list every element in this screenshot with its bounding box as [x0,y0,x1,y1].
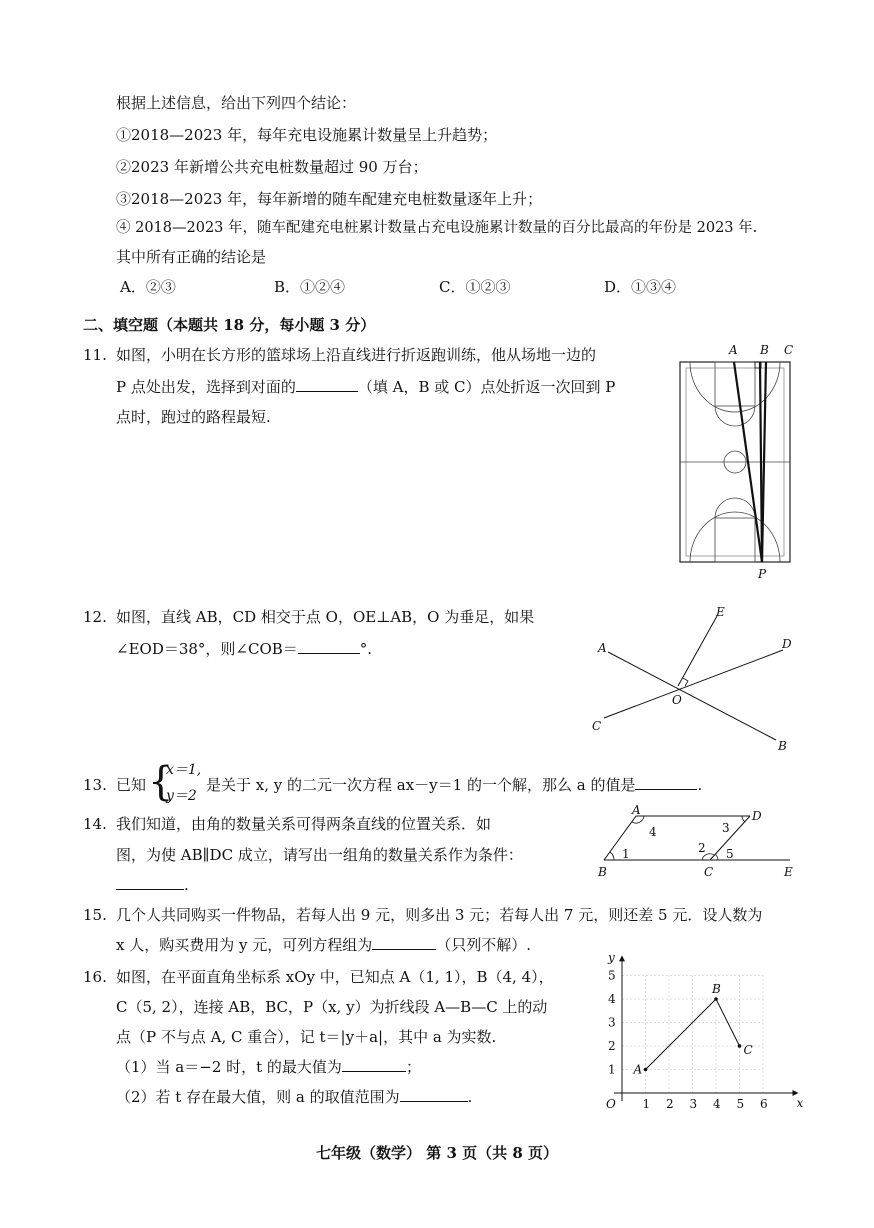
q14-end: . [184,876,189,894]
q12-number: 12. [83,608,107,626]
q11-line-1: 如图，小明在长方形的篮球场上沿直线进行折返跑训练，他从场地一边的 [116,346,597,364]
q11-court-figure [676,340,796,585]
point-b [714,997,718,1001]
q10-intro: 根据上述信息，给出下列四个结论： [116,94,357,112]
q10-conclusion-1: ①2018—2023 年，每年充电设施累计数量呈上升趋势； [116,126,498,144]
q10-conclusion-3: ③2018—2023 年，每年新增的随车配建充电桩数量逐年上升； [116,190,543,208]
x-axis-label: x [796,1096,804,1110]
q14-line-3 [116,874,189,896]
origin-label: O [606,1097,616,1111]
y-axis-arrow-icon [619,955,625,961]
q13-answer-blank[interactable] [635,775,697,790]
label-o: O [672,693,682,707]
point-a [644,1068,648,1072]
label-c: C [784,343,794,357]
q12-answer-blank[interactable] [298,639,360,654]
polyline-abc [646,999,740,1070]
q12-line-2a: ∠EOD＝38°，则∠COB＝ [116,640,298,658]
y-tick-label-2: 2 [608,1039,616,1053]
q16-part-2 [116,1086,472,1108]
label-p: P [758,567,767,581]
q14-line-2: 图，为使 AB∥DC 成立，请写出一组角的数量关系作为条件： [116,846,523,864]
label-e: E [716,605,725,619]
top-free-throw-arc [715,406,755,426]
label-b: B [598,865,607,879]
q16-part-2a: （2）若 t 存在最大值，则 a 的取值范围为 [116,1088,400,1106]
y-tick-label-5: 5 [608,968,616,983]
q16-answer-blank-1[interactable] [342,1057,406,1072]
q13-eq-1: x＝1, [166,762,202,778]
q13-post: 是关于 x, y 的二元一次方程 ax－y＝1 的一个解，那么 a 的值是 [206,776,636,794]
q13-pre: 已知 [116,776,147,794]
q14-parallelogram-figure [592,803,800,881]
q12-line-2 [116,638,372,660]
page-footer: 七年级（数学） 第 3 页（共 8 页） [316,1144,558,1162]
q11-answer-blank[interactable] [296,377,358,392]
q10-option-b: B．①②④ [274,278,346,296]
y-tick-label-1: 1 [608,1062,616,1077]
x-tick-label-5: 5 [736,1097,745,1111]
q10-option-d: D．①③④ [604,278,677,296]
q16-part-1a: （1）当 a＝−2 时，t 的最大值为 [116,1058,342,1076]
x-tick-label-4: 4 [713,1097,721,1111]
q16-coordinate-figure [598,945,804,1115]
label-d: D [752,809,762,823]
side-ab [604,816,636,860]
q13-number: 13. [83,776,107,794]
q12-lines-figure [586,600,801,760]
angle-label-3: 3 [722,821,730,835]
x-tick-label-3: 3 [689,1097,698,1111]
x-tick-label-1: 1 [642,1097,651,1111]
q13-brace: { [148,759,174,805]
axis-ticks [608,969,768,1112]
y-axis-label: y [608,950,615,965]
line-cd [604,650,783,718]
q16-line-1: 如图，在平面直角坐标系 xOy 中，已知点 A（1, 1），B（4, 4）， [116,968,554,986]
q16-part-1 [116,1056,421,1078]
q15-number: 15. [83,906,107,924]
label-a: A [729,343,738,357]
q11-number: 11. [83,346,107,364]
q13-end: . [697,776,703,794]
label-e: E [784,865,793,879]
q15-answer-blank[interactable] [372,935,436,950]
point-label-c: C [743,1043,753,1057]
x-tick-label-2: 2 [666,1097,674,1111]
label-b: B [760,343,769,357]
angle-label-2: 2 [698,841,706,855]
line-ab [608,652,776,740]
q10-option-a: A．②③ [120,278,176,296]
q16-line-2: C（5, 2），连接 AB，BC，P（x, y）为折线段 A—B—C 上的动 [116,998,548,1016]
label-d: D [782,637,792,651]
q16-answer-blank-2[interactable] [400,1087,468,1102]
y-tick-label-4: 4 [608,992,616,1006]
x-tick-label-6: 6 [760,1097,768,1111]
label-c: C [592,719,602,733]
q14-line-1: 我们知道，由角的数量关系可得两条直线的位置关系．如 [116,815,492,833]
label-a: A [632,803,641,817]
point-label-b: B [712,982,721,996]
q16-part-1b: ； [405,1058,421,1076]
angle-arc-5 [715,854,718,860]
q16-part-2b: . [467,1088,473,1106]
q10-conclusion-4: ④ 2018—2023 年，随车配建充电桩累计数量占充电设施累计数量的百分比最高的年份是 2023 年. [116,220,758,236]
q16-number: 16. [83,968,107,986]
q12-line-1: 如图，直线 AB，CD 相交于点 O，OE⊥AB，O 为垂足，如果 [116,608,535,626]
q14-answer-blank[interactable] [116,875,184,890]
grid [622,976,763,1094]
q15-line-2b: （只列不解）. [436,936,532,954]
angle-label-1: 1 [622,847,630,861]
angle-arc-1 [610,852,614,860]
bottom-key [715,518,755,562]
q11-line-3: 点时，跑过的路程最短. [116,408,271,426]
point-c [738,1044,742,1048]
section-heading: 二、填空题（本题共 18 分，每小题 3 分） [83,316,376,334]
q15-line-1: 几个人共同购买一件物品，若每人出 9 元，则多出 3 元；若每人出 7 元，则还差 5 元．设人数为 [116,906,763,924]
q13-text [206,774,702,796]
label-c: C [704,865,714,879]
bottom-three-point-arc [690,512,780,562]
right-angle-mark [683,678,688,686]
angle-label-5: 5 [726,847,734,861]
point-label-a: A [633,1062,643,1077]
label-b: B [778,739,787,753]
q10-question: 其中所有正确的结论是 [116,248,267,266]
q11-line-2b: （填 A，B 或 C）点处折返一次回到 P [357,378,616,396]
q15-line-2 [116,934,531,956]
label-a: A [598,641,607,655]
q10-option-c: C．①②③ [439,278,511,296]
bottom-free-throw-arc [715,498,755,518]
q16-line-3: 点（P 不与点 A, C 重合），记 t＝|y＋a|，其中 a 为实数. [116,1028,497,1046]
q13-eq-2: y＝2 [166,788,197,804]
q11-line-2a: P 点处出发，选择到对面的 [116,378,296,396]
angle-label-4: 4 [649,825,657,839]
q10-conclusion-2: ②2023 年新增公共充电桩数量超过 90 万台； [116,158,428,176]
y-tick-label-3: 3 [608,1015,616,1030]
q11-line-2 [116,376,615,398]
q15-line-2a: x 人，购买费用为 y 元，可列方程组为 [116,936,373,954]
angle-arc-3 [742,816,745,822]
q14-number: 14. [83,815,107,833]
q12-line-2b: °. [359,640,373,658]
ray-oe [678,616,717,686]
